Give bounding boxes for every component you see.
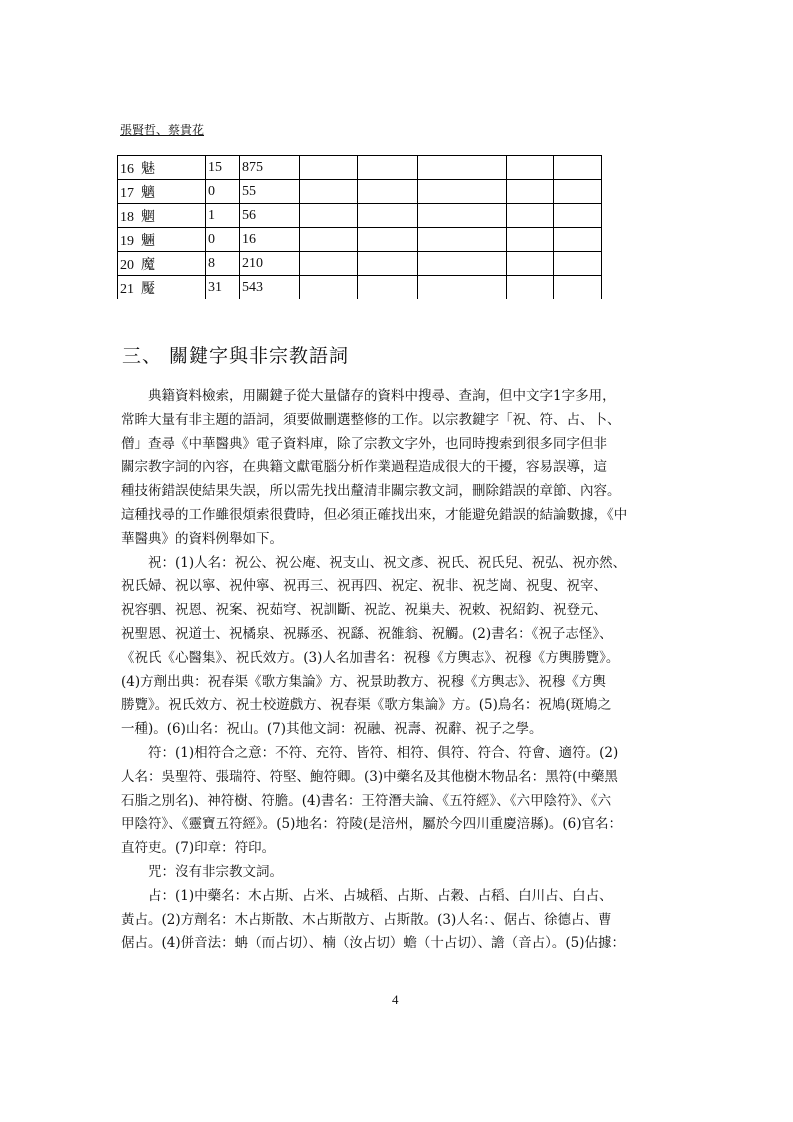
empty-cell	[507, 180, 554, 204]
empty-cell	[554, 204, 602, 228]
row-label-cell: 19 魎	[118, 228, 206, 252]
text-line: 關宗教字詞的內容，在典籍文獻電腦分析作業過程造成很大的干擾，容易誤導，這	[121, 459, 607, 476]
empty-cell	[418, 204, 507, 228]
text-line: 這種找尋的工作雖很煩索很費時，但必須正確找出來，才能避免錯誤的結論數據，《中	[121, 506, 628, 523]
text-line: (4)方劑出典：祝春渠《歌方集論》方、祝景助教方、祝穆《方輿志》、祝穆《方輿	[121, 673, 606, 690]
empty-cell	[554, 252, 602, 276]
table-row	[118, 228, 602, 252]
text-line: 占：(1)中藥名：木占斯、占米、占城稻、占斯、占穀、占稻、白川占、白占、	[148, 887, 613, 904]
empty-cell	[418, 180, 507, 204]
paragraph	[121, 742, 623, 861]
text-line: 一種)。(6)山名：祝山。(7)其他文詞：祝融、祝壽、祝辭、祝子之學。	[121, 721, 543, 738]
empty-cell	[300, 252, 358, 276]
text-line: 華醫典》的資料例舉如下。	[121, 530, 283, 547]
count-a-cell: 0	[206, 228, 240, 252]
empty-cell	[507, 204, 554, 228]
empty-cell	[358, 228, 418, 252]
table-row	[118, 156, 602, 180]
text-line: 典籍資料檢索，用關鍵子從大量儲存的資料中搜尋、查詢，但中文字1字多用，	[148, 388, 616, 404]
count-a-cell: 31	[206, 276, 240, 300]
text-line: 符：(1)相符合之意：不符、充符、皆符、相符、俱符、符合、符會、適符。(2)	[148, 744, 619, 761]
count-b-cell: 55	[240, 180, 300, 204]
running-header-authors: 張賢哲、蔡貴花	[120, 123, 205, 137]
count-a-cell: 8	[206, 252, 240, 276]
empty-cell	[358, 204, 418, 228]
empty-cell	[358, 276, 418, 300]
count-b-cell: 210	[240, 252, 300, 276]
empty-cell	[554, 156, 602, 180]
row-label-cell: 18 魍	[118, 204, 206, 228]
text-line: 祝容驷、祝恩、祝案、祝茹穹、祝訓斷、祝訖、祝巢夫、祝敕、祝紹鈞、祝登元、	[121, 602, 607, 619]
empty-cell	[300, 276, 358, 300]
empty-cell	[507, 228, 554, 252]
text-line: 直符吏。(7)印章：符印。	[121, 840, 276, 857]
text-line: 黃占。(2)方劑名：木占斯散、木占斯散方、占斯散。(3)人名：、倨占、徐德占、曹	[121, 911, 612, 928]
table-row	[118, 252, 602, 276]
row-label-cell: 20 魔	[118, 252, 206, 276]
empty-cell	[418, 276, 507, 300]
text-line: 僧」查尋《中華醫典》電子資料庫，除了宗教文字外，也同時搜索到很多同字但非	[121, 435, 607, 452]
empty-cell	[358, 156, 418, 180]
row-label-cell: 21 魘	[118, 276, 206, 300]
text-line: 人名：吳聖符、張瑞符、符堅、鮑符卿。(3)中藥名及其他樹木物品名：黑符(中藥黑	[121, 768, 618, 785]
count-b-cell: 543	[240, 276, 300, 300]
text-line: 種技術錯誤使結果失誤，所以需先找出釐清非關宗教文詞，刪除錯誤的章節、內容。	[121, 483, 621, 500]
paragraph	[121, 885, 625, 956]
text-line: 勝覽》。祝氏效方、祝士校遊戲方、祝春渠《歌方集論》方。(5)鳥名：祝鳩(斑鳩之	[121, 697, 612, 714]
text-line: 甲陰符》、《靈寶五符經》。(5)地名：符陵(是涪州，屬於今四川重慶涪縣)。(6)官名：	[121, 816, 623, 833]
empty-cell	[554, 276, 602, 300]
paragraph	[121, 861, 601, 885]
empty-cell	[418, 228, 507, 252]
text-line: 《祝氏《心醫集》、祝氏效方。(3)人名加書名：祝穆《方輿志》、祝穆《方輿勝覽》。	[121, 649, 620, 666]
count-b-cell: 56	[240, 204, 300, 228]
text-line: 倨占。(4)併音法：蚺（而占切）、楠（汝占切）蟾（十占切）、譫（音占）。(5)佔據：	[121, 935, 625, 952]
empty-cell	[358, 180, 418, 204]
text-line: 咒：沒有非宗教文詞。	[148, 863, 283, 880]
empty-cell	[418, 156, 507, 180]
table-row	[118, 204, 602, 228]
paragraph	[121, 552, 627, 742]
empty-cell	[300, 180, 358, 204]
text-line: 常眸大量有非主題的語詞，須要做刪選整修的工作。以宗教鍵字「祝、符、占、卜、	[121, 411, 621, 428]
table-row	[118, 180, 602, 204]
text-line: 祝氏婦、祝以寧、祝仲寧、祝再三、祝再四、祝定、祝非、祝芝崗、祝叟、祝宰、	[121, 578, 607, 595]
row-label-cell: 17 魑	[118, 180, 206, 204]
empty-cell	[554, 180, 602, 204]
table-row	[118, 276, 602, 300]
empty-cell	[507, 276, 554, 300]
empty-cell	[418, 252, 507, 276]
count-a-cell: 0	[206, 180, 240, 204]
empty-cell	[300, 156, 358, 180]
empty-cell	[358, 252, 418, 276]
section-heading: 三、 關鍵字與非宗教語詞	[122, 345, 350, 367]
text-line: 石脂之別名)、神符樹、符膽。(4)書名：王符潛夫論、《五符經》、《六甲陰符》、《六	[121, 792, 612, 809]
page-number: 4	[392, 992, 399, 1007]
count-a-cell: 15	[206, 156, 240, 180]
count-b-cell: 875	[240, 156, 300, 180]
empty-cell	[507, 252, 554, 276]
empty-cell	[507, 156, 554, 180]
character-count-table	[117, 155, 602, 299]
text-line: 祝：(1)人名：祝公、祝公庵、祝支山、祝文彥、祝氏、祝氏兒、祝弘、祝亦然、	[148, 554, 627, 571]
row-label-cell: 16 魅	[118, 156, 206, 180]
empty-cell	[300, 204, 358, 228]
empty-cell	[300, 228, 358, 252]
count-b-cell: 16	[240, 228, 300, 252]
count-a-cell: 1	[206, 204, 240, 228]
text-line: 祝聖恩、祝道士、祝橘泉、祝縣丞、祝繇、祝雒翁、祝觸。(2)書名：《祝子志怪》、	[121, 625, 613, 642]
paragraph	[121, 385, 628, 552]
body-text	[121, 385, 628, 956]
empty-cell	[554, 228, 602, 252]
